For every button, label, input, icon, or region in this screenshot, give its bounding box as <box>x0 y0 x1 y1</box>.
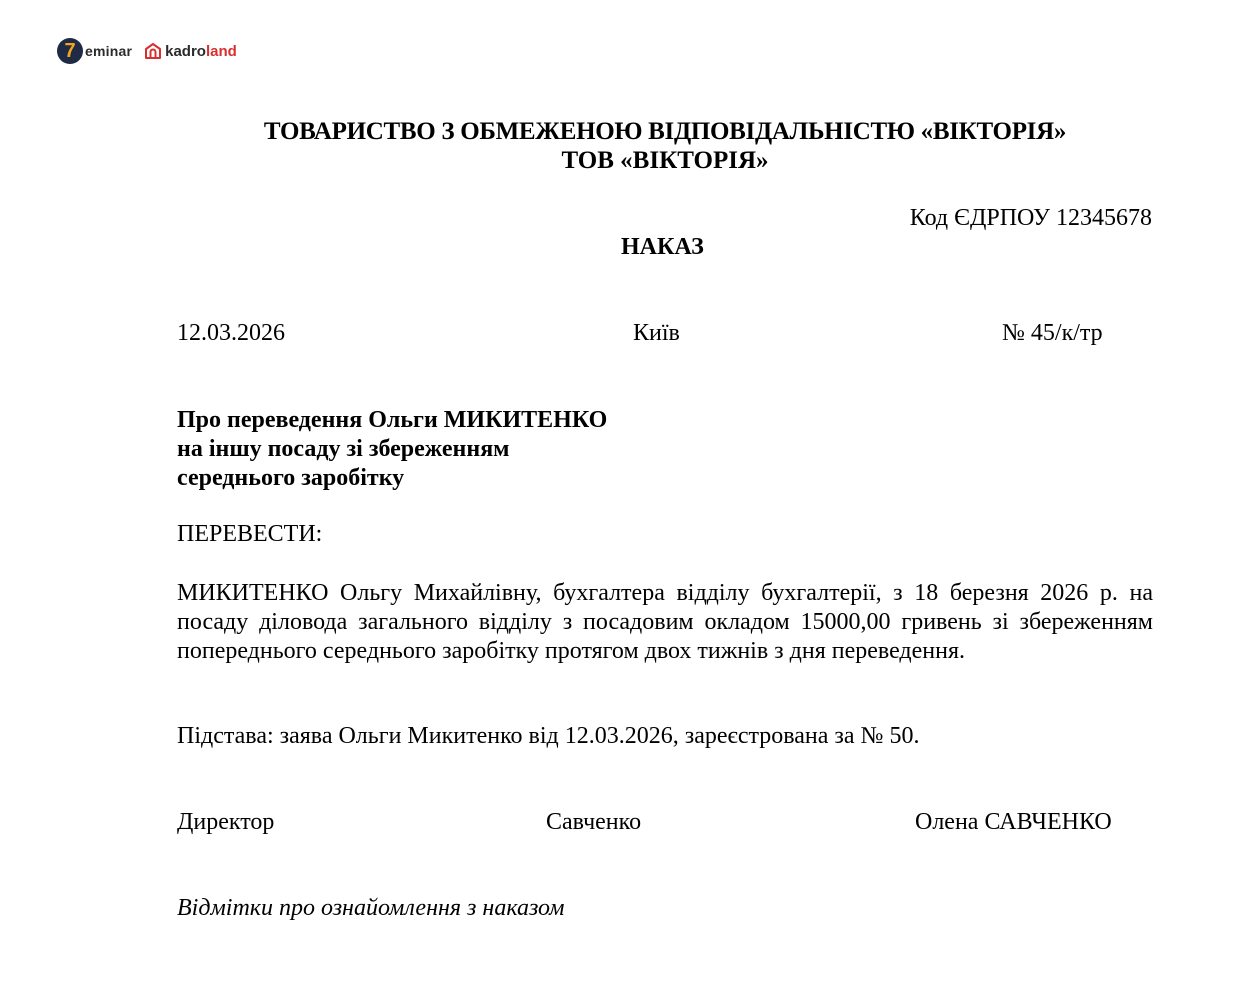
seminar-badge-icon: 7 <box>57 38 83 64</box>
order-city: Київ <box>633 320 680 346</box>
body-line: попереднього середнього заробітку протягом двох тижнів з дня переведення. <box>177 638 966 664</box>
kadroland-text-accent: land <box>205 42 237 60</box>
kadroland-logo-text <box>165 43 237 60</box>
subject-line: Про переведення Ольги МИКИТЕНКО <box>177 407 608 433</box>
kadroland-logo <box>144 42 237 60</box>
body-line: посаду діловода загального відділу з посадовим окладом 15000,00 гривень зі збереженням <box>177 609 1153 635</box>
order-body <box>177 579 1153 666</box>
kadroland-text-main: kadro <box>165 42 206 60</box>
acknowledgement-note: Відмітки про ознайомлення з наказом <box>177 895 565 921</box>
order-date: 12.03.2026 <box>177 320 285 346</box>
document-title: НАКАЗ <box>621 234 704 260</box>
body-line: МИКИТЕНКО Ольгу Михайлівну, бухгалтера відділу бухгалтерії, з 18 березня 2026 р. на <box>177 580 1153 606</box>
subject-line: на іншу посаду зі збереженням <box>177 436 510 462</box>
signature: Савченко <box>546 809 642 835</box>
order-number: № 45/к/тр <box>1002 320 1103 346</box>
header-logos <box>57 38 237 64</box>
company-short-name: ТОВ «ВІКТОРІЯ» <box>561 147 769 174</box>
order-basis: Підстава: заява Ольги Микитенко від 12.03.2026, зареєстрована за № 50. <box>177 723 920 749</box>
company-full-name: ТОВАРИСТВО З ОБМЕЖЕНОЮ ВІДПОВІДАЛЬНІСТЮ «ВІКТОРІЯ» <box>263 118 1067 145</box>
order-subject <box>177 406 607 493</box>
edrpou-code: Код ЄДРПОУ 12345678 <box>909 205 1152 231</box>
signatory-position: Директор <box>177 809 275 835</box>
seminar-logo <box>57 38 132 64</box>
seminar-logo-text: eminar <box>85 43 133 59</box>
directive: ПЕРЕВЕСТИ: <box>177 521 323 547</box>
subject-line: середнього заробітку <box>177 465 405 491</box>
house-icon <box>144 42 162 60</box>
signatory-name: Олена САВЧЕНКО <box>915 809 1112 835</box>
